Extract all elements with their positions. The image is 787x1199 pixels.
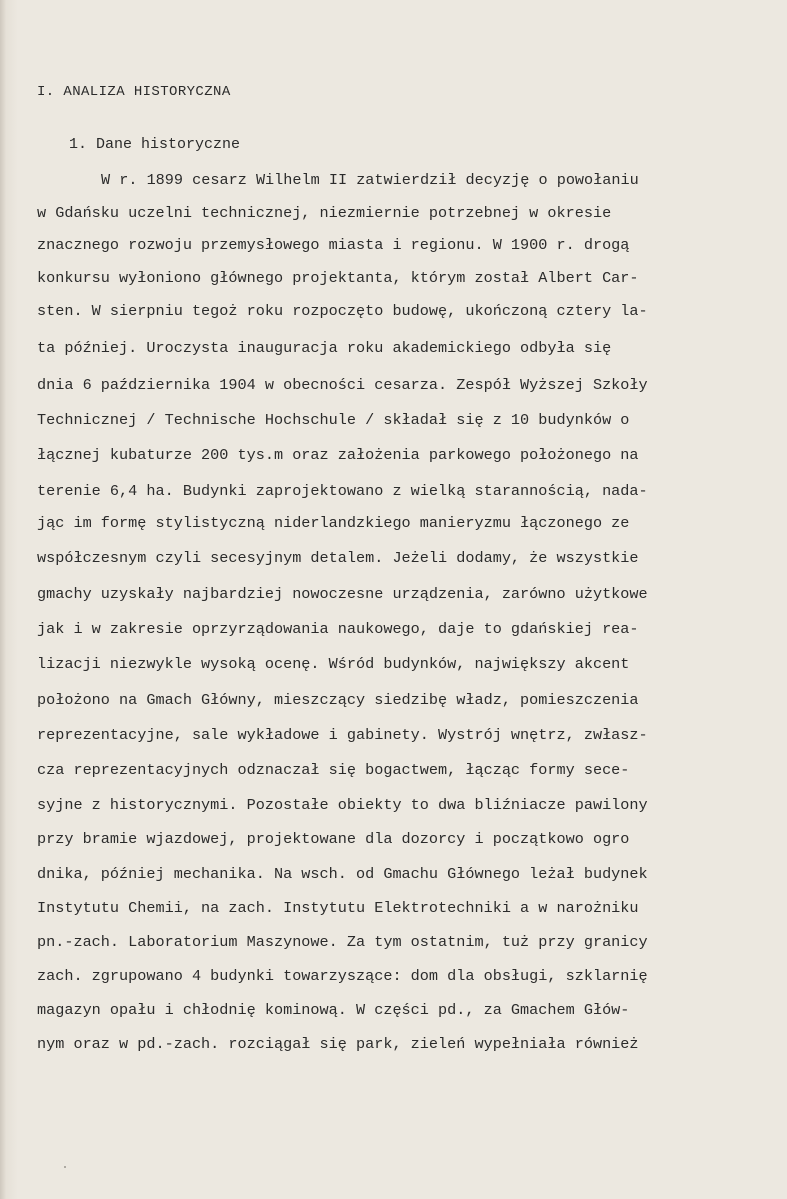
paragraph-line: Technicznej / Technische Hochschule / składał się z 10 budynków o (37, 411, 630, 429)
paragraph-line: gmachy uzyskały najbardziej nowoczesne urządzenia, zarówno użytkowe (37, 585, 648, 603)
page-edge-shadow (0, 0, 6, 1199)
paragraph-line: współczesnym czyli secesyjnym detalem. Jeżeli dodamy, że wszystkie (37, 549, 639, 567)
paragraph-line: zach. zgrupowano 4 budynki towarzyszące: dom dla obsługi, szklarnię (37, 967, 648, 985)
paragraph-line: syjne z historycznymi. Pozostałe obiekty to dwa bliźniacze pawilony (37, 796, 648, 814)
paragraph-line: przy bramie wjazdowej, projektowane dla dozorcy i początkowo ogro (37, 830, 630, 848)
paragraph-line: reprezentacyjne, sale wykładowe i gabinety. Wystrój wnętrz, zwłasz- (37, 726, 648, 744)
paragraph-line: znacznego rozwoju przemysłowego miasta i regionu. W 1900 r. drogą (37, 236, 630, 254)
paper-speck (64, 1166, 66, 1168)
paragraph-line: jak i w zakresie oprzyrządowania naukowego, daje to gdańskiej rea- (37, 620, 639, 638)
paragraph-line: cza reprezentacyjnych odznaczał się bogactwem, łącząc formy sece- (37, 761, 630, 779)
paragraph-line: konkursu wyłoniono głównego projektanta, którym został Albert Car- (37, 269, 639, 287)
paragraph-line: w Gdańsku uczelni technicznej, niezmiernie potrzebnej w okresie (37, 204, 612, 222)
paragraph-line: łącznej kubaturze 200 tys.m oraz założenia parkowego położonego na (37, 446, 639, 464)
section-title: I. ANALIZA HISTORYCZNA (37, 84, 231, 100)
paragraph-line: położono na Gmach Główny, mieszczący siedzibę władz, pomieszczenia (37, 691, 639, 709)
paragraph-line: magazyn opału i chłodnię kominową. W części pd., za Gmachem Głów- (37, 1001, 630, 1019)
paragraph-line: Instytutu Chemii, na zach. Instytutu Elektrotechniki a w narożniku (37, 899, 639, 917)
paragraph-line: dnia 6 października 1904 w obecności cesarza. Zespół Wyższej Szkoły (37, 376, 648, 394)
paragraph-line: ta później. Uroczysta inauguracja roku akademickiego odbyła się (37, 339, 612, 357)
paragraph-line: jąc im formę stylistyczną niderlandzkiego manieryzmu łączonego ze (37, 514, 630, 532)
paragraph-line: dnika, później mechanika. Na wsch. od Gmachu Głównego leżał budynek (37, 865, 648, 883)
paragraph-line: nym oraz w pd.-zach. rozciągał się park, zieleń wypełniała również (37, 1035, 639, 1053)
subsection-title: 1. Dane historyczne (69, 136, 241, 153)
paragraph-line: pn.-zach. Laboratorium Maszynowe. Za tym ostatnim, tuż przy granicy (37, 933, 648, 951)
paragraph-line: lizacji niezwykle wysoką ocenę. Wśród budynków, największy akcent (37, 655, 630, 673)
paragraph-line: W r. 1899 cesarz Wilhelm II zatwierdził decyzję o powołaniu (101, 171, 639, 189)
paragraph-line: terenie 6,4 ha. Budynki zaprojektowano z wielką starannością, nada- (37, 482, 648, 500)
paragraph-line: sten. W sierpniu tegoż roku rozpoczęto budowę, ukończoną cztery la- (37, 302, 648, 320)
